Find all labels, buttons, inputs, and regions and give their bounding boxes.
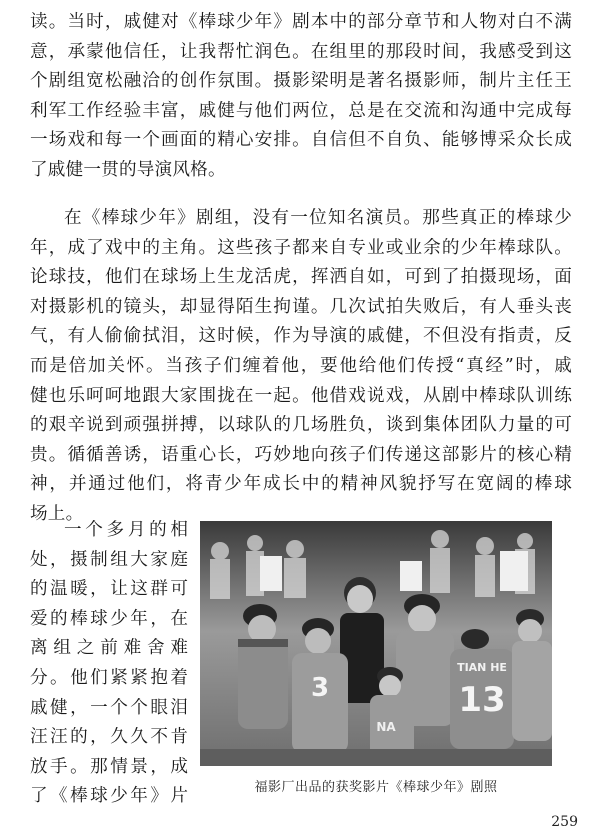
text-line: 读。当时，戚健对《棒球少年》剧本中的部分章节和人物对白不满 xyxy=(30,12,572,32)
text-line: 分。他们紧紧抱着 xyxy=(30,667,188,688)
text-line: 了《棒球少年》片 xyxy=(30,786,188,807)
text-line: 场上。 xyxy=(30,503,84,524)
text-line: 神，并通过他们，将青少年成长中的精神风貌抒写在宽阔的棒球 xyxy=(30,474,572,495)
text-line: 戚健，一个个眼泪 xyxy=(30,697,188,718)
text-line: 一个多月的相 xyxy=(64,520,188,540)
text-line: 论球技，他们在球场上生龙活虎，挥洒自如，可到了拍摄现场，面 xyxy=(30,267,572,288)
paragraph-continued xyxy=(30,8,572,186)
text-line: 放手。那情景，成 xyxy=(30,756,188,777)
text-line: 离组之前难舍难 xyxy=(30,638,188,659)
jersey-lettering: TIAN HE xyxy=(457,661,507,674)
text-line: 了戚健一贯的导演风格。 xyxy=(30,159,226,180)
photo-caption: 福影厂出品的获奖影片《棒球少年》剧照 xyxy=(254,780,498,795)
text-line: 一场戏和每一个画面的精心安排。自信但不自负、能够博采众长成 xyxy=(30,130,572,151)
page-number: 259 xyxy=(551,814,578,830)
text-line: 健也乐呵呵地跟大家围拢在一起。他借戏说戏，从剧中棒球队训练 xyxy=(30,385,572,406)
text-line: 贵。循循善诱，语重心长，巧妙地向孩子们传递这部影片的核心精 xyxy=(30,444,572,465)
text-line: 个剧组宽松融洽的创作氛围。摄影梁明是著名摄影师，制片主任王 xyxy=(30,71,572,92)
jersey-number: 13 xyxy=(458,680,506,720)
text-line: 意，承蒙他信任，让我帮忙润色。在组里的那段时间，我感受到这 xyxy=(30,41,572,62)
text-line: 年，成了戏中的主角。这些孩子都来自专业或业余的少年棒球队。 xyxy=(30,237,572,258)
jersey-lettering: NA xyxy=(376,720,396,734)
jersey-number: 3 xyxy=(310,673,330,703)
film-still-photo xyxy=(200,521,552,766)
paragraph-farewell xyxy=(30,516,188,812)
text-line: 对摄影机的镜头，却显得陌生拘谨。几次试拍失败后，有人垂头丧 xyxy=(30,296,572,317)
text-line: 的艰辛说到顽强拼搏，以球队的几场胜负，谈到集体团队力量的可 xyxy=(30,415,572,436)
text-line: 的温暖，让这群可 xyxy=(30,579,188,600)
text-line: 汪汪的，久久不肯 xyxy=(30,727,188,748)
text-line: 爱的棒球少年，在 xyxy=(30,608,188,629)
paragraph-baseball-crew xyxy=(30,204,572,530)
text-line: 气，有人偷偷拭泪，这时候，作为导演的戚健，不但没有指责，反 xyxy=(30,326,572,347)
text-line: 在《棒球少年》剧组，没有一位知名演员。那些真正的棒球少 xyxy=(64,208,572,228)
text-line: 利军工作经验丰富，戚健与他们两位，总是在交流和沟通中完成每 xyxy=(30,100,572,121)
text-line: 而是倍加关怀。当孩子们缠着他，要他给他们传授“真经”时，戚 xyxy=(30,355,572,376)
text-line: 处，摄制组大家庭 xyxy=(30,549,188,570)
